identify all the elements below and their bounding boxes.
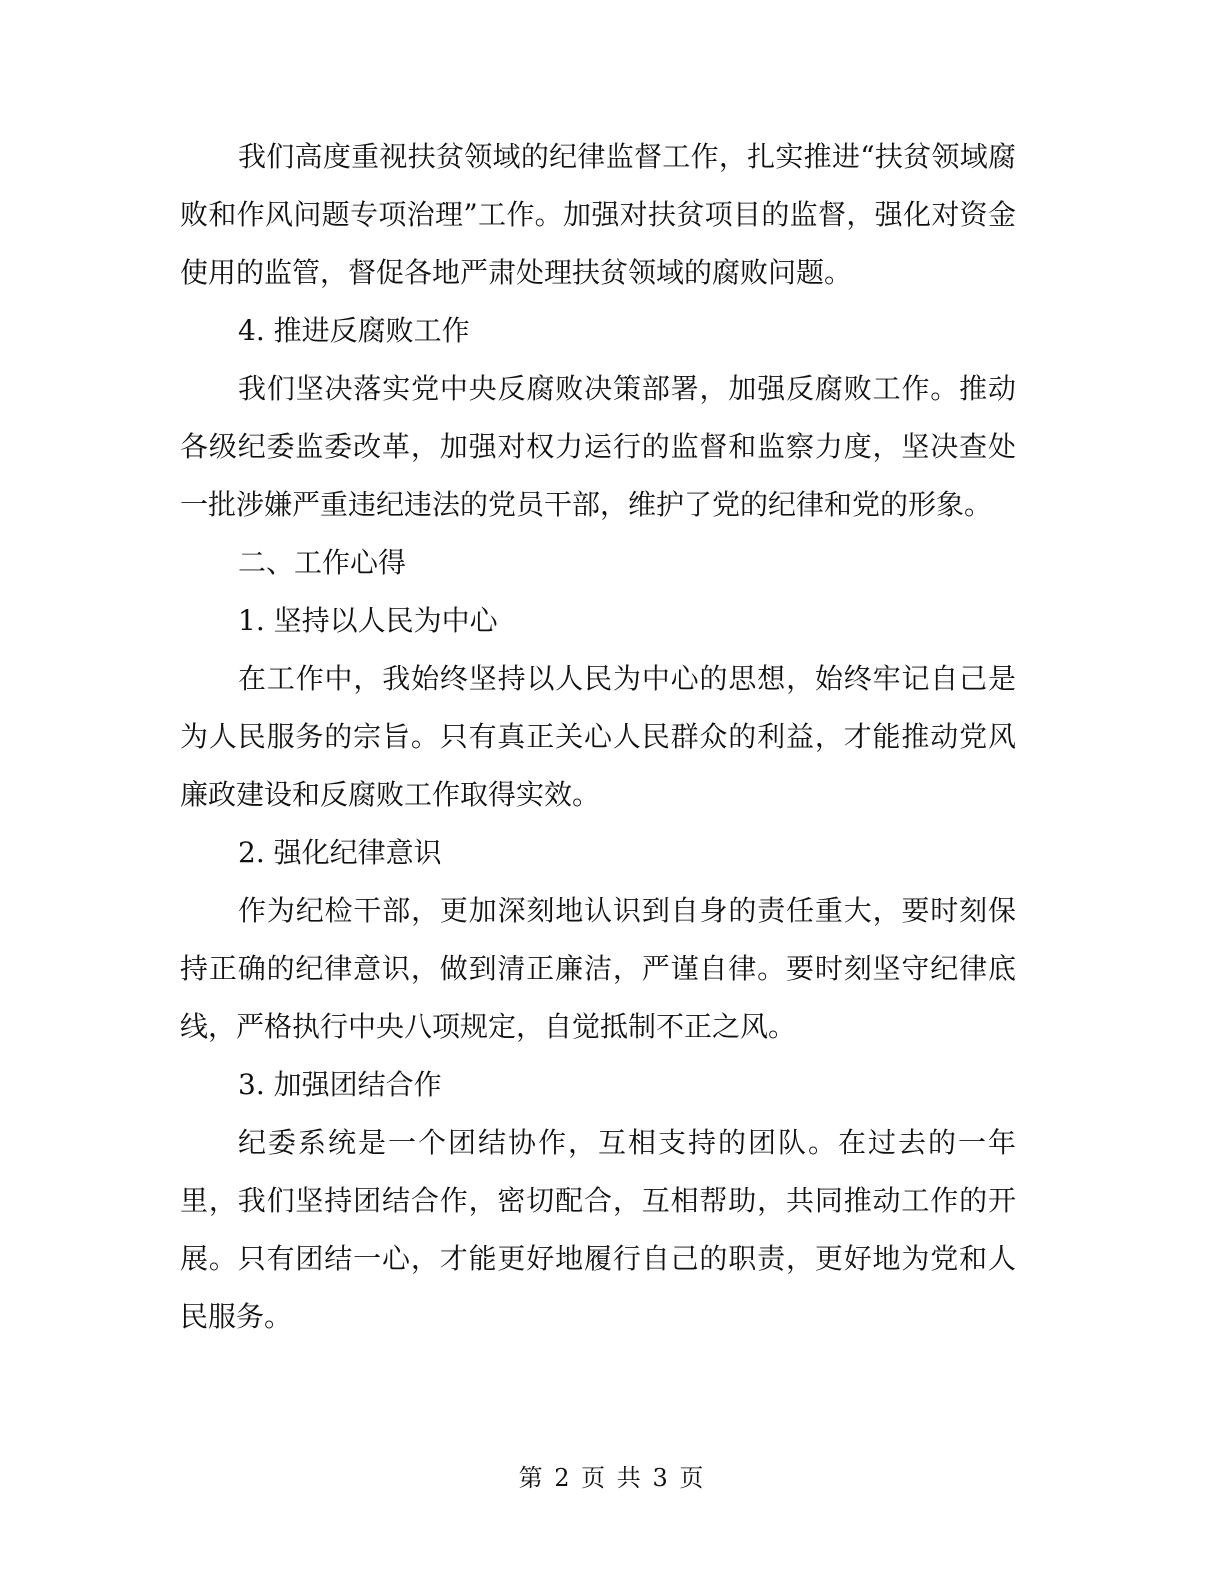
heading-people-centered: 1. 坚持以人民为中心 (238, 604, 498, 637)
paragraph-teamwork: 纪委系统是一个团结协作，互相支持的团队。在过去的一年里，我们坚持团结合作，密切配合，互相帮助，共同推动工作的开展。只有团结一心，才能更好地履行自己的职责，更好地为党和人民服务。 (180, 1126, 1016, 1333)
paragraph-poverty-supervision: 我们高度重视扶贫领域的纪律监督工作，扎实推进“扶贫领域腐败和作风问题专项治理”工作。加强对扶贫项目的监督，强化对资金使用的监管，督促各地严肃处理扶贫领域的腐败问题。 (180, 140, 1016, 289)
section-heading-experience: 二、工作心得 (238, 546, 407, 579)
paragraph-discipline-awareness: 作为纪检干部，更加深刻地认识到自身的责任重大，要时刻保持正确的纪律意识，做到清正廉洁，严谨自律。要时刻坚守纪律底线，严格执行中央八项规定，自觉抵制不正之风。 (180, 894, 1016, 1043)
heading-teamwork: 3. 加强团结合作 (238, 1068, 442, 1101)
page-number-footer: 第 2 页 共 3 页 (518, 1464, 706, 1492)
paragraph-anti-corruption: 我们坚决落实党中央反腐败决策部署，加强反腐败工作。推动各级纪委监委改革，加强对权力运行的监督和监察力度，坚决查处一批涉嫌严重违纪违法的党员干部，维护了党的纪律和党的形象。 (180, 372, 1016, 521)
document-body (180, 128, 1016, 1346)
paragraph-people-centered: 在工作中，我始终坚持以人民为中心的思想，始终牢记自己是为人民服务的宗旨。只有真正关心人民群众的利益，才能推动党风廉政建设和反腐败工作取得实效。 (180, 662, 1016, 811)
heading-anti-corruption: 4. 推进反腐败工作 (238, 314, 470, 347)
heading-discipline-awareness: 2. 强化纪律意识 (238, 836, 442, 869)
